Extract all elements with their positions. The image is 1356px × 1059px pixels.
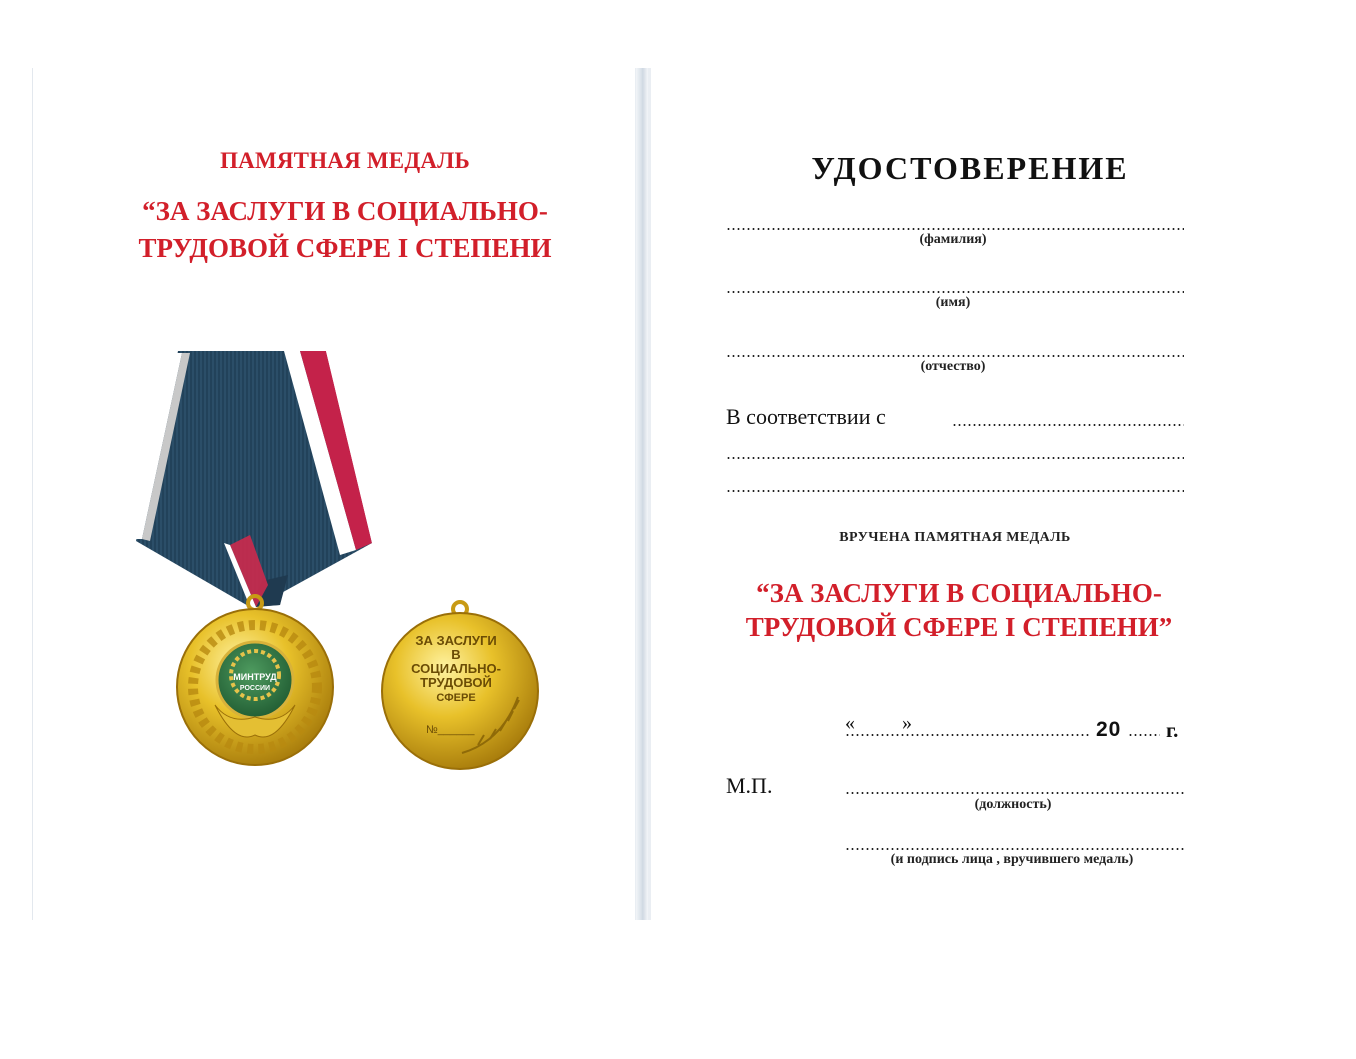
medal-front <box>177 596 333 765</box>
name-caption: (имя) <box>935 295 971 310</box>
medal-back-number: №______ <box>426 724 475 736</box>
surname-line[interactable] <box>726 228 1184 230</box>
certificate-title: УДОСТОВЕРЕНИЕ <box>811 150 1129 186</box>
signature-line[interactable] <box>845 848 1184 850</box>
ribbon <box>136 351 376 607</box>
medal-back-line-3: СОЦИАЛЬНО- <box>411 661 501 676</box>
medal-front-text-1: МИНТРУД <box>233 672 277 682</box>
accordance-label: В соответствии с <box>726 404 886 429</box>
signature-caption: (и подпись лица , вручившего медаль) <box>890 852 1134 867</box>
left-title-line1: “ЗА ЗАСЛУГИ В СОЦИАЛЬНО- <box>142 196 548 226</box>
position-line[interactable] <box>845 792 1184 794</box>
date-quote-open: « <box>845 712 855 734</box>
date-quote-close: » <box>902 712 912 734</box>
name-line[interactable] <box>726 291 1184 293</box>
awarded-text: ВРУЧЕНА ПАМЯТНАЯ МЕДАЛЬ <box>839 530 1071 545</box>
position-caption: (должность) <box>974 797 1052 812</box>
stamp-place: М.П. <box>726 773 773 798</box>
medal-front-text-2: РОССИИ <box>239 685 271 692</box>
medal-illustration <box>130 345 570 795</box>
medal-back-line-2: В <box>451 647 461 662</box>
left-title-line2: ТРУДОВОЙ СФЕРЕ I СТЕПЕНИ <box>138 233 552 263</box>
patronymic-line[interactable] <box>726 355 1184 357</box>
accordance-line-2[interactable] <box>726 457 1184 459</box>
medal-title-line2: ТРУДОВОЙ СФЕРЕ I СТЕПЕНИ” <box>745 612 1173 642</box>
surname-caption: (фамилия) <box>919 232 987 247</box>
date-line[interactable] <box>845 734 1089 736</box>
medal-back-line-5: СФЕРЕ <box>436 692 476 704</box>
patronymic-caption: (отчество) <box>920 359 986 374</box>
left-heading: ПАМЯТНАЯ МЕДАЛЬ <box>220 148 470 173</box>
year-line[interactable] <box>1128 734 1160 736</box>
medal-back-line-1: ЗА ЗАСЛУГИ <box>415 633 497 648</box>
accordance-line-3[interactable] <box>726 490 1184 492</box>
year-prefix: 20 <box>1096 718 1122 741</box>
accordance-line-1[interactable] <box>952 424 1184 426</box>
medal-back-line-4: ТРУДОВОЙ <box>420 675 492 690</box>
year-suffix: г. <box>1166 718 1179 742</box>
medal-back <box>382 602 538 769</box>
medal-title-line1: “ЗА ЗАСЛУГИ В СОЦИАЛЬНО- <box>756 578 1162 608</box>
